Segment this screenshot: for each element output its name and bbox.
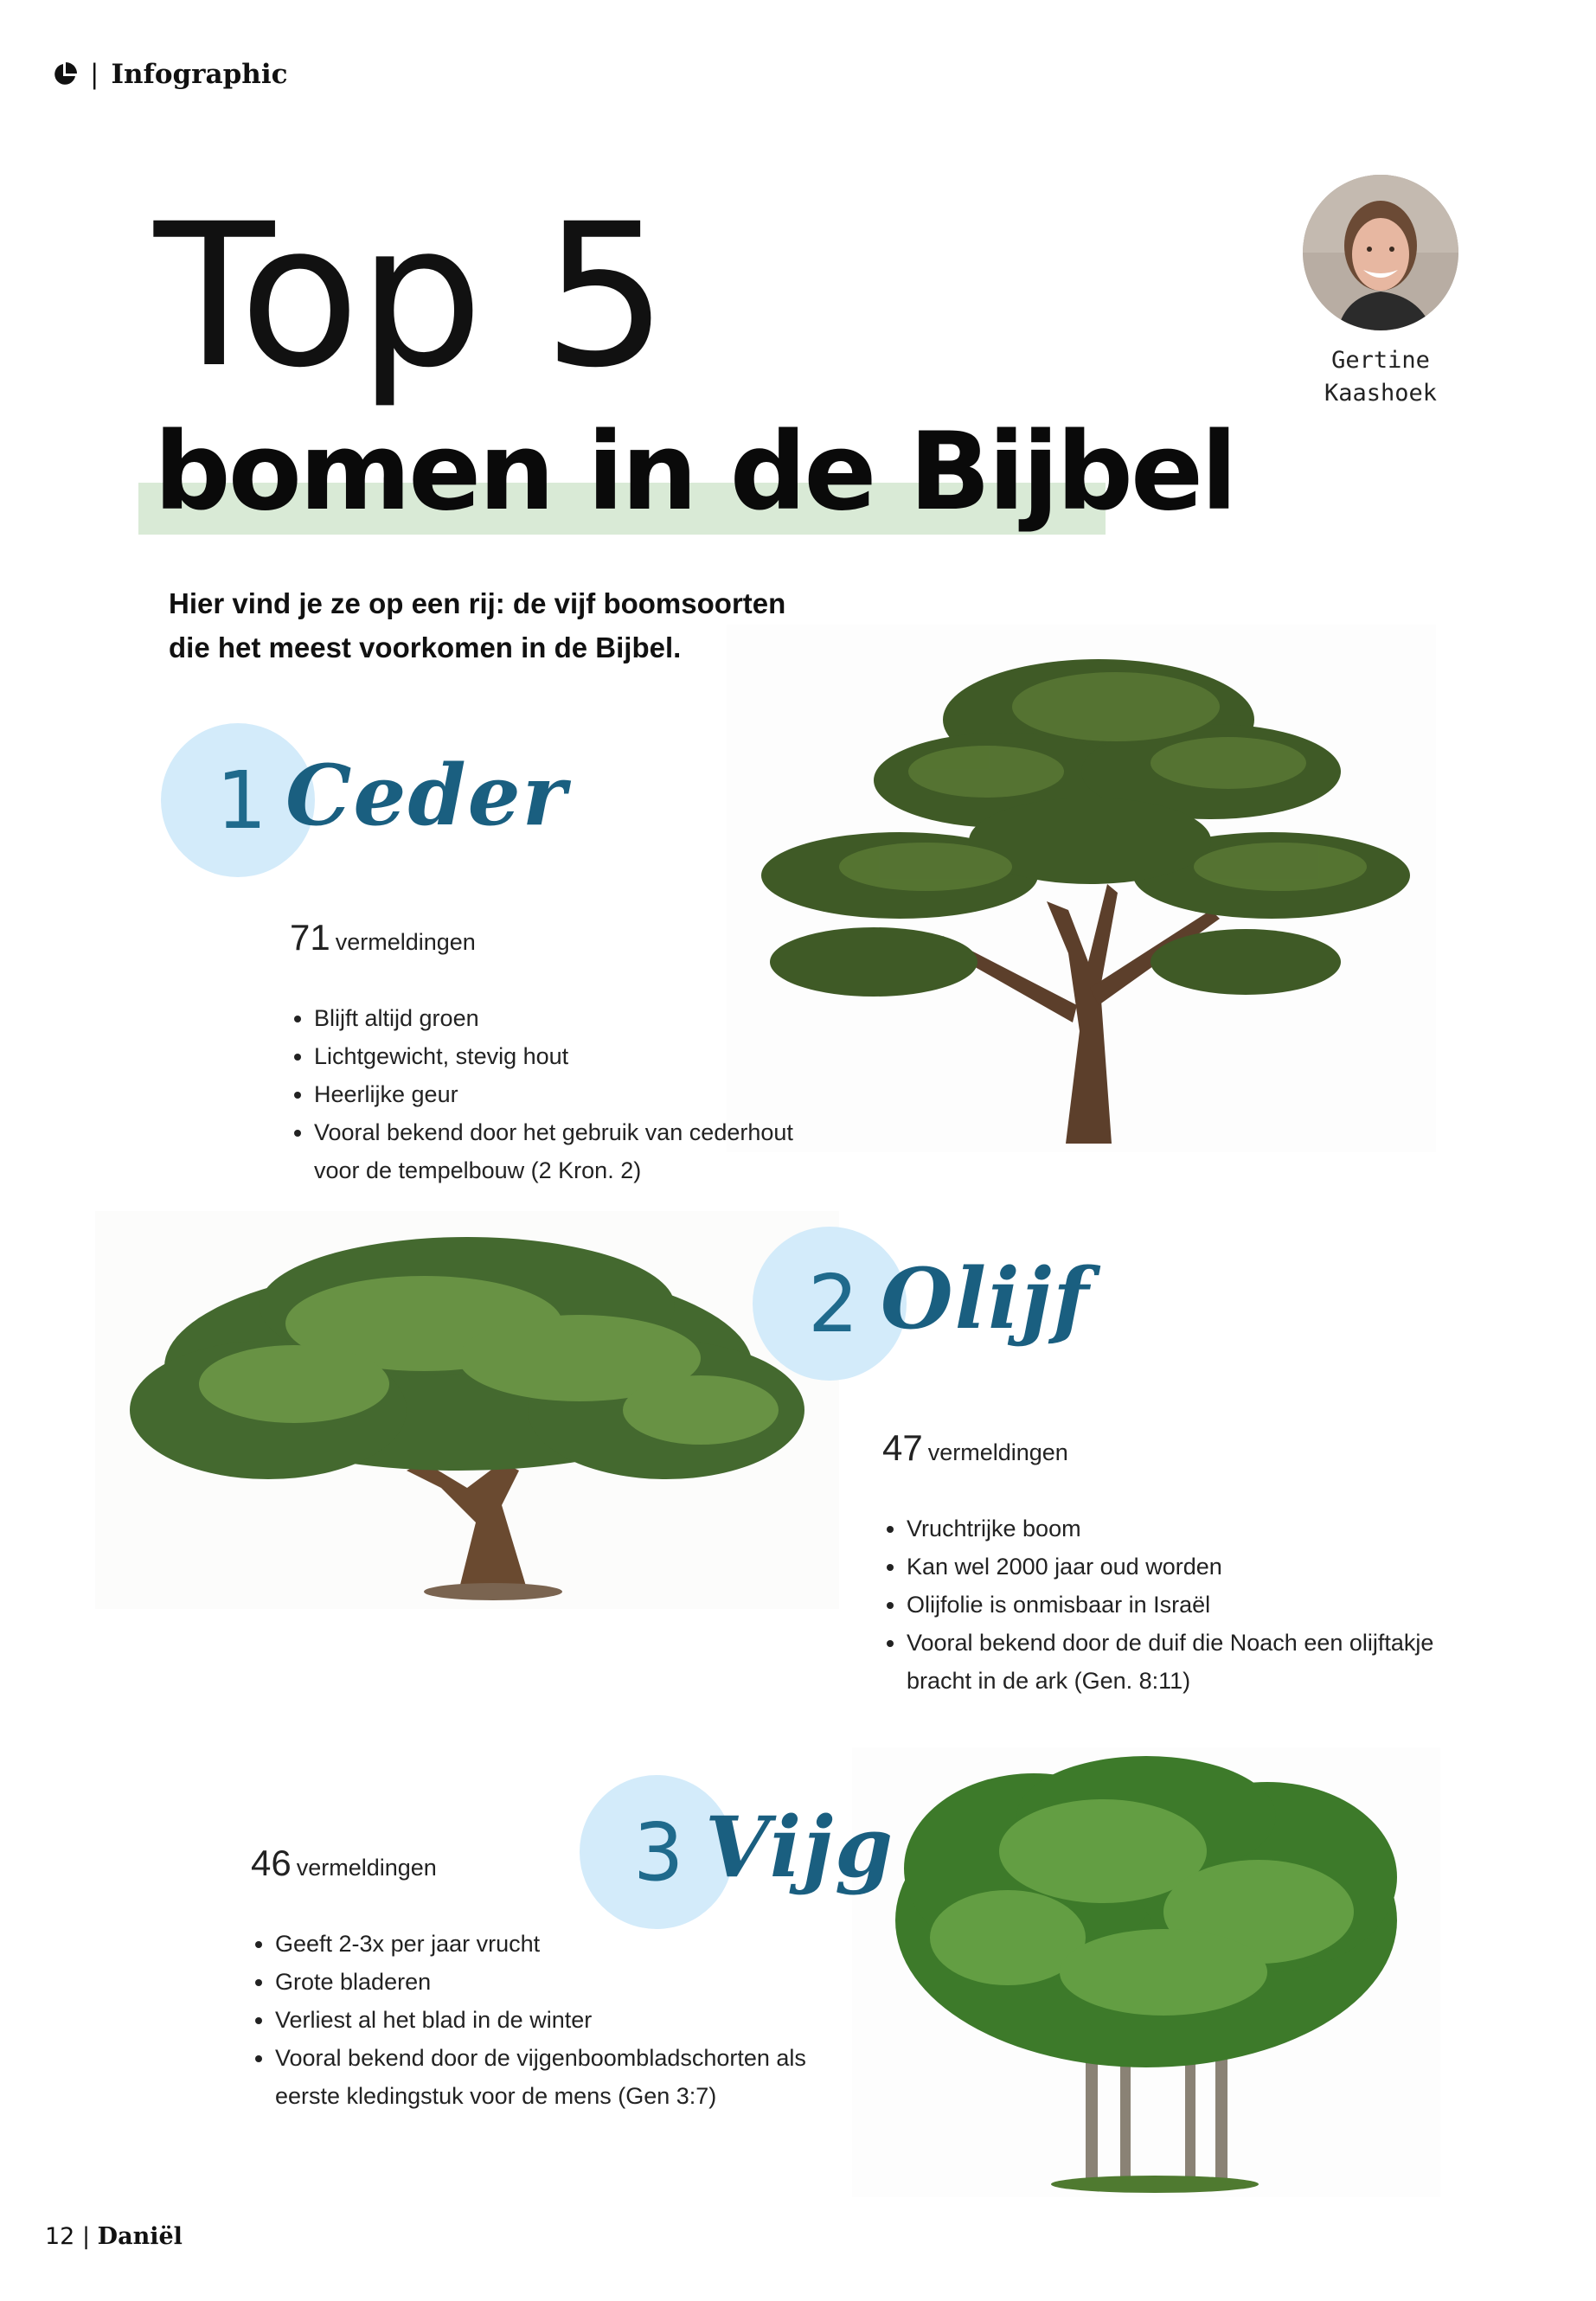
header-separator: |	[90, 59, 99, 90]
tree-3-facts	[251, 1925, 846, 2115]
olive-tree-image	[95, 1211, 839, 1609]
tree-2-fact: • Vruchtrijke boom	[907, 1509, 1477, 1548]
tree-3-fact: • Vooral bekend door de vijgenboombladschorten als eerste kledingstuk voor de mens (Gen 3:7)	[275, 2039, 846, 2115]
tree-3-name: Vijg	[705, 1798, 895, 1896]
tree-3-count-label: vermeldingen	[296, 1855, 437, 1881]
tree-1-facts	[290, 999, 842, 1189]
author-photo	[1303, 175, 1458, 330]
tree-2-count-number: 47	[882, 1427, 923, 1468]
pie-chart-icon	[52, 61, 78, 87]
tree-2-fact: • Kan wel 2000 jaar oud worden	[907, 1548, 1477, 1586]
title-line-2: bomen in de Bijbel	[154, 410, 1235, 535]
intro-line-2: die het meest voorkomen in de Bijbel.	[169, 631, 682, 663]
tree-2-facts	[882, 1509, 1477, 1700]
footer-separator: |	[81, 2223, 91, 2250]
page-footer	[45, 2223, 183, 2250]
fig-tree-image	[852, 1747, 1440, 2197]
tree-1-fact: • Heerlijke geur	[314, 1075, 842, 1113]
tree-2-count	[882, 1427, 1068, 1469]
tree-2-fact: • Vooral bekend door de duif die Noach een olijftakje bracht in de ark (Gen. 8:11)	[907, 1624, 1477, 1700]
intro-line-1: Hier vind je ze op een rij: de vijf boomsoorten	[169, 587, 786, 619]
author-first-name: Gertine	[1331, 347, 1430, 374]
tree-1-count-label: vermeldingen	[335, 929, 476, 955]
tree-2-count-label: vermeldingen	[927, 1439, 1068, 1465]
tree-1-fact: • Blijft altijd groen	[314, 999, 842, 1037]
author-name	[1280, 344, 1481, 410]
tree-1-count-number: 71	[290, 917, 330, 958]
tree-2-rank: 2	[808, 1258, 859, 1350]
tree-1-name: Ceder	[285, 747, 568, 844]
tree-1-fact: • Lichtgewicht, stevig hout	[314, 1037, 842, 1075]
tree-3-fact: • Geeft 2-3x per jaar vrucht	[275, 1925, 846, 1963]
author-last-name: Kaashoek	[1324, 380, 1438, 407]
tree-2-name: Olijf	[881, 1250, 1091, 1348]
tree-1-count	[290, 917, 476, 958]
magazine-name: Daniël	[97, 2223, 183, 2250]
tree-3-count-number: 46	[251, 1843, 292, 1883]
section-header	[52, 59, 287, 90]
section-label: Infographic	[111, 59, 288, 90]
tree-1-fact: • Vooral bekend door het gebruik van cederhout voor de tempelbouw (2 Kron. 2)	[314, 1113, 842, 1189]
tree-2-fact: • Olijfolie is onmisbaar in Israël	[907, 1586, 1477, 1624]
tree-3-rank: 3	[633, 1806, 684, 1899]
tree-3-fact: • Verliest al het blad in de winter	[275, 2001, 846, 2039]
title-line-1: Top 5	[154, 181, 667, 411]
page-number: 12	[45, 2223, 75, 2250]
tree-1-rank: 1	[216, 754, 267, 847]
tree-3-fact: • Grote bladeren	[275, 1963, 846, 2001]
tree-3-count	[251, 1843, 437, 1884]
